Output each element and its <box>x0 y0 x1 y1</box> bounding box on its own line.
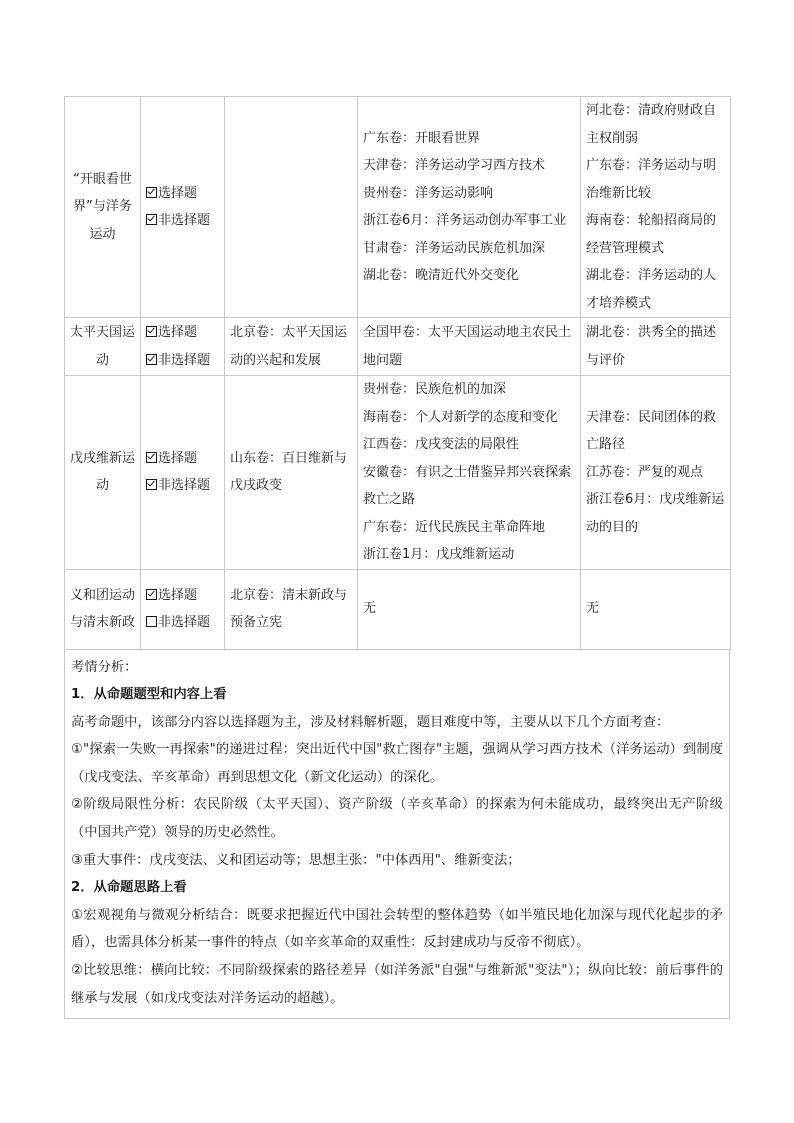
exam-entry: 贵州卷：洋务运动影响 <box>363 185 494 201</box>
exam-entry: 江苏卷：严复的观点 <box>586 464 704 480</box>
topic-cell <box>65 97 141 318</box>
exam-2025-cell <box>581 318 731 376</box>
exam-entry: 天津卷：民间团体的救亡路径 <box>586 409 717 452</box>
question-type-cell <box>141 318 225 376</box>
exam-entry: 海南卷：轮船招商局的经营管理模式 <box>586 213 717 256</box>
exam-entry: 湖北卷：洋务运动的人才培养模式 <box>586 268 717 311</box>
question-type-label: 选择题 <box>158 185 198 201</box>
table-row <box>65 318 731 376</box>
question-type-item <box>146 609 219 637</box>
question-type-cell <box>141 569 225 649</box>
exam-entry: 湖北卷：洪秀全的描述与评价 <box>586 325 717 368</box>
exam-2025-cell <box>581 97 731 318</box>
exam-entry: 天津卷：洋务运动学习西方技术 <box>363 158 546 173</box>
document-page <box>64 96 730 1019</box>
section1-item2: ②阶级局限性分析：农民阶级（太平天国）、资产阶级（辛亥革命）的探索为何未能成功，最终突出无产阶级（中国共产党）领导的历史必然性。 <box>71 797 723 841</box>
topic-label: “开眼看世界”与洋务运动 <box>73 171 132 242</box>
table-row <box>65 97 731 318</box>
checked-checkbox-icon <box>146 214 157 225</box>
unchecked-checkbox-icon <box>146 616 157 627</box>
checked-checkbox-icon <box>146 452 157 463</box>
question-type-label: 非选择题 <box>158 615 211 630</box>
question-type-label: 选择题 <box>158 325 198 340</box>
checked-checkbox-icon <box>146 187 157 198</box>
exam-2025-cell <box>581 569 731 649</box>
section2-item2: ②比较思维：横向比较：不同阶级探索的路径差异（如洋务派"自强"与维新派"变法"）；纵向比较：前后事件的继承与发展（如戊戌变法对洋务运动的超越）。 <box>71 963 723 1006</box>
exam-entry: 山东卷：百日维新与戊戌政变 <box>230 450 348 494</box>
exam-entry: 无 <box>363 601 377 617</box>
exam-entry: 浙江卷6月：洋务运动创办军事工业 <box>363 213 567 228</box>
checked-checkbox-icon <box>146 326 157 337</box>
exam-entry: 广东卷：开眼看世界 <box>363 130 481 146</box>
exam-entry: 北京卷：清末新政与预备立宪 <box>230 587 348 630</box>
exam-entry: 甘肃卷：洋务运动民族危机加深 <box>363 240 546 256</box>
exam-entry: 湖北卷：晚清近代外交变化 <box>363 268 520 283</box>
question-type-item <box>146 582 219 610</box>
topic-cell <box>65 376 141 570</box>
question-type-cell <box>141 376 225 570</box>
exam-2023-cell <box>225 97 358 318</box>
exam-analysis-section <box>64 650 730 1020</box>
question-type-item <box>146 347 219 375</box>
topic-label: 太平天国运动 <box>70 325 136 368</box>
checked-checkbox-icon <box>146 589 157 600</box>
exam-entry: 贵州卷：民族危机的加深 <box>363 382 507 397</box>
exam-entry: 全国甲卷：太平天国运动地主农民土地问题 <box>363 325 572 368</box>
exam-entry: 海南卷：个人对新学的态度和变化 <box>363 409 559 425</box>
exam-2024-cell <box>358 569 581 649</box>
question-type-label: 非选择题 <box>158 213 211 228</box>
question-type-item <box>146 445 219 473</box>
section1-title: 1．从命题题型和内容上看 <box>71 687 227 703</box>
question-type-item <box>146 180 219 208</box>
exam-topic-table <box>64 96 731 650</box>
question-type-label: 非选择题 <box>158 478 211 494</box>
exam-2024-cell <box>358 376 581 570</box>
question-type-item <box>146 207 219 235</box>
section1-item1: ①"探索一失败一再探索"的递进过程：突出近代中国"救亡图存"主题，强调从学习西方技术（洋务运动）到制度（戊戌变法、辛亥革命）再到思想文化（新文化运动）的深化。 <box>71 742 723 785</box>
question-type-label: 选择题 <box>158 450 198 466</box>
section1-intro: 高考命题中，该部分内容以选择题为主，涉及材料解析题，题目难度中等，主要从以下几个方面考查： <box>71 714 670 730</box>
exam-entry: 北京卷：太平天国运动的兴起和发展 <box>230 325 348 368</box>
exam-2024-cell <box>358 97 581 318</box>
exam-entry: 浙江卷1月：戊戌维新运动 <box>363 547 515 562</box>
section2-item1: ①宏观视角与微观分析结合：既要求把握近代中国社会转型的整体趋势（如半殖民地化加深与现代化起步的矛盾），也需具体分析某一事件的特点（如辛亥革命的双重性：反封建成功与反帝不彻底）。 <box>71 907 723 951</box>
checked-checkbox-icon <box>146 354 157 365</box>
exam-entry: 安徽卷：有识之士借鉴异邦兴衰探索救亡之路 <box>363 464 572 507</box>
exam-entry: 浙江卷6月：戊戌维新运动的目的 <box>586 492 725 535</box>
exam-2024-cell <box>358 318 581 376</box>
topic-cell <box>65 569 141 649</box>
exam-2025-cell <box>581 376 731 570</box>
table-row <box>65 569 731 649</box>
exam-2023-cell <box>225 569 358 649</box>
exam-entry: 广东卷：近代民族民主革命阵地 <box>363 519 546 535</box>
question-type-cell <box>141 97 225 318</box>
exam-2023-cell <box>225 376 358 570</box>
section1-item3: ③重大事件：戊戌变法、义和团运动等；思想主张："中体西用"、维新变法； <box>71 852 521 868</box>
exam-2023-cell <box>225 318 358 376</box>
exam-entry: 广东卷：洋务运动与明治维新比较 <box>586 158 717 201</box>
checked-checkbox-icon <box>146 479 157 490</box>
topic-cell <box>65 318 141 376</box>
table-row <box>65 376 731 570</box>
topic-label: 义和团运动与清末新政 <box>70 587 136 630</box>
question-type-item <box>146 319 219 347</box>
analysis-heading: 考情分析： <box>71 659 138 675</box>
section2-title: 2．从命题思路上看 <box>71 880 187 896</box>
question-type-label: 非选择题 <box>158 352 211 368</box>
question-type-label: 选择题 <box>158 587 198 603</box>
exam-entry: 无 <box>586 601 600 617</box>
exam-entry: 河北卷：清政府财政自主权削弱 <box>586 103 717 146</box>
question-type-item <box>146 472 219 500</box>
topic-label: 戊戌维新运动 <box>70 450 136 494</box>
table-body <box>65 97 731 650</box>
exam-entry: 江西卷：戊戌变法的局限性 <box>363 437 520 452</box>
